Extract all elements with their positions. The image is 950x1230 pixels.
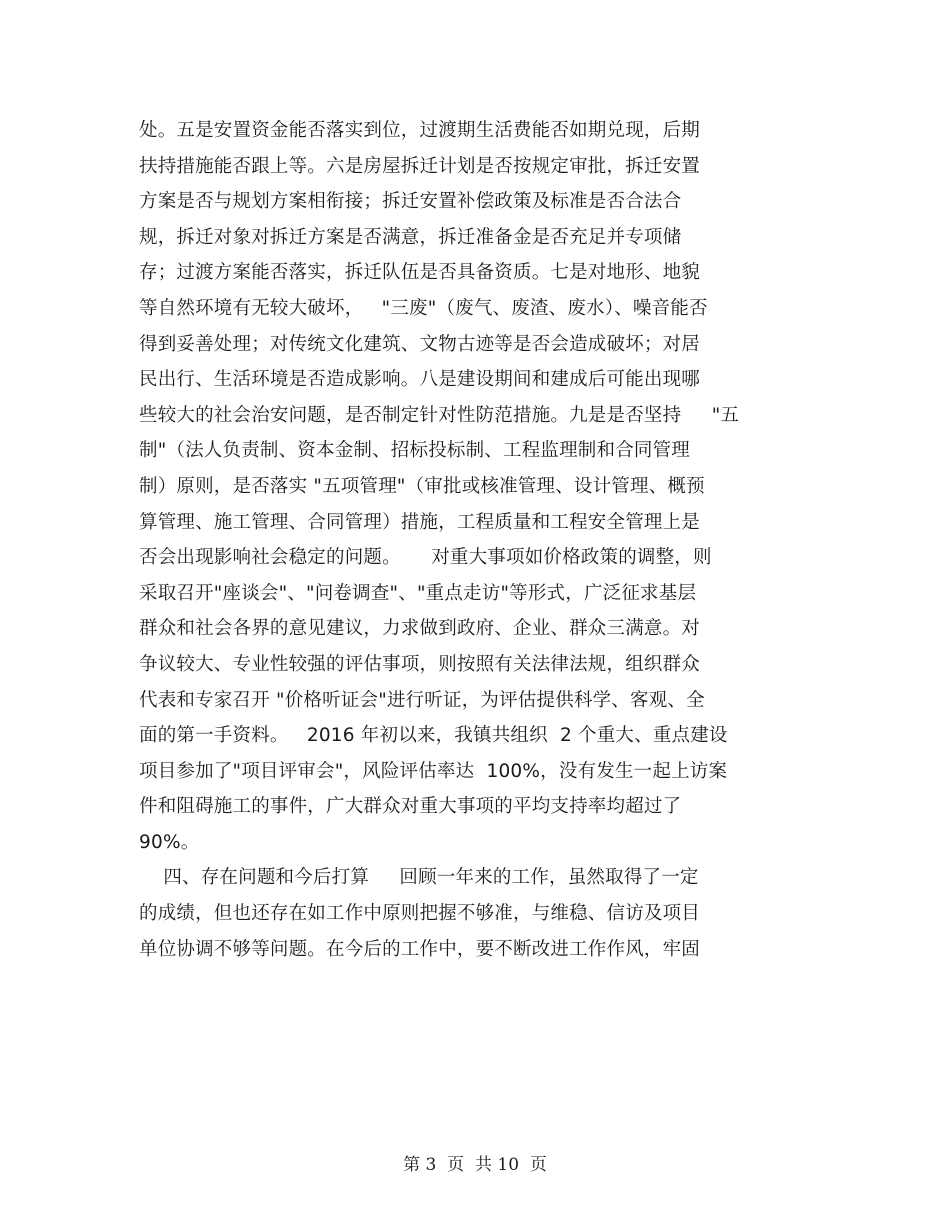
page-number-footer: 第 3 页 共 10 页 (403, 1155, 547, 1175)
text-line: 方案是否与规划方案相衔接；拆迁安置补偿政策及标准是否合法合 (139, 191, 682, 213)
text-line: 算管理、施工管理、合同管理）措施，工程质量和工程安全管理上是 (139, 511, 701, 533)
section-heading-line: 四、存在问题和今后打算 回顾一年来的工作，虽然取得了一定 (139, 867, 699, 889)
text-line: 90%。 (139, 831, 200, 853)
text-line: 得到妥善处理；对传统文化建筑、文物古迹等是否会造成破坏；对居 (139, 333, 701, 355)
text-line: 件和阻碍施工的事件，广大群众对重大事项的平均支持率均超过了 (139, 796, 682, 818)
text-line: 项目参加了"项目评审会"，风险评估率达 100%，没有发生一起上访案 (139, 760, 728, 782)
text-line: 群众和社会各界的意见建议，力求做到政府、企业、群众三满意。对 (139, 618, 701, 640)
text-line: 处。五是安置资金能否落实到位，过渡期生活费能否如期兑现，后期 (139, 120, 701, 141)
text-line: 制"（法人负责制、资本金制、招标投标制、工程监理制和合同管理 (139, 440, 691, 462)
text-line: 些较大的社会治安问题，是否制定针对性防范措施。九是是否坚持 "五 (139, 404, 740, 426)
text-line: 采取召开"座谈会"、"问卷调查"、"重点走访"等形式，广泛征求基层 (139, 582, 697, 604)
text-line: 制）原则，是否落实 "五项管理"（审批或核准管理、设计管理、概预 (139, 475, 705, 497)
text-line: 面的第一手资料。 2016 年初以来，我镇共组织 2 个重大、重点建设 (139, 725, 728, 747)
text-line: 否会出现影响社会稳定的问题。 对重大事项如价格政策的调整，则 (139, 547, 712, 569)
text-line: 代表和专家召开 "价格听证会"进行听证，为评估提供科学、客观、全 (139, 689, 705, 711)
text-line: 等自然环境有无较大破坏， "三废"（废气、废渣、废水）、噪音能否 (139, 297, 708, 319)
body-text (139, 113, 819, 967)
text-line: 民出行、生活环境是否造成影响。八是建设期间和建成后可能出现哪 (139, 369, 701, 391)
text-line: 争议较大、专业性较强的评估事项，则按照有关法律法规，组织群众 (139, 653, 701, 675)
text-line: 扶持措施能否跟上等。六是房屋拆迁计划是否按规定审批，拆迁安置 (139, 155, 701, 177)
text-line: 规，拆迁对象对拆迁方案是否满意，拆迁准备金是否充足并专项储 (139, 226, 682, 248)
text-line: 存；过渡方案能否落实，拆迁队伍是否具备资质。七是对地形、地貌 (139, 262, 701, 284)
text-line: 的成绩，但也还存在如工作中原则把握不够准，与维稳、信访及项目 (139, 903, 701, 925)
text-line: 单位协调不够等问题。在今后的工作中，要不断改进工作作风，牢固 (139, 938, 701, 960)
